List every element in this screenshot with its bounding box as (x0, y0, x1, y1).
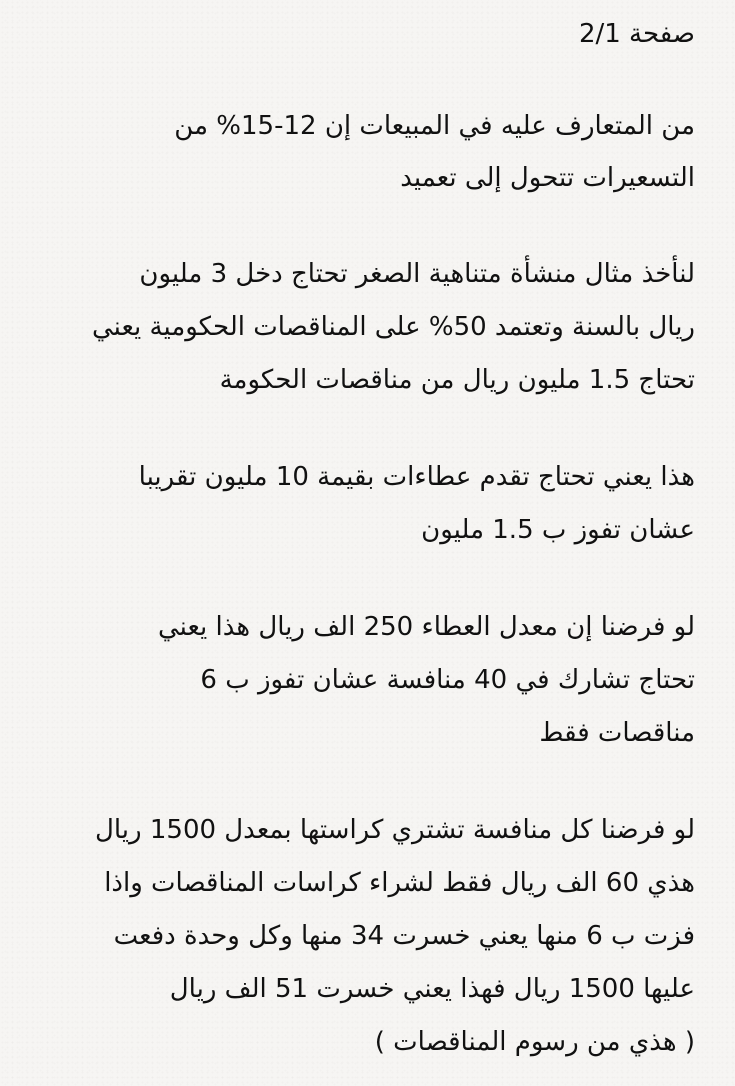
text-line: فزت ب 6 منها يعني خسرت 34 منها وكل وحدة دفعت (113, 921, 695, 951)
text-line: عليها 1500 ريال فهذا يعني خسرت 51 الف ريال (169, 974, 695, 1004)
text-line: تحتاج تشارك في 40 منافسة عشان تفوز ب 6 (200, 665, 695, 695)
text-line: عشان تفوز ب 1.5 مليون (421, 515, 695, 545)
text-line: التسعيرات تتحول إلى تعميد (400, 163, 695, 193)
text-line: لو فرضنا إن معدل العطاء 250 الف ريال هذا يعني (157, 612, 695, 642)
paragraph-bids-value (30, 451, 695, 557)
text-line: مناقصات فقط (539, 718, 695, 748)
text-line: لنأخذ مثال منشأة متناهية الصغر تحتاج دخل 3 مليون (139, 259, 695, 289)
text-line: هذي 60 الف ريال فقط لشراء كراسات المناقصات واذا (104, 868, 695, 898)
text-line: ريال بالسنة وتعتمد 50% على المناقصات الحكومية يعني (91, 312, 695, 342)
paragraph-example-establishment (30, 248, 695, 407)
text-line: من المتعارف عليه في المبيعات إن 12-15% من (174, 111, 695, 141)
text-line: لو فرضنا كل منافسة تشتري كراستها بمعدل 1500 ريال (94, 815, 695, 845)
paragraph-bid-average (30, 601, 695, 760)
paragraph-booklet-costs (30, 804, 695, 1069)
page-label: صفحة 2/1 (578, 19, 695, 49)
paragraph-conversion-rate (30, 100, 695, 204)
text-line: تحتاج 1.5 مليون ريال من مناقصات الحكومة (219, 365, 695, 395)
text-line: ( هذي من رسوم المناقصات ) (374, 1027, 695, 1057)
text-line: هذا يعني تحتاج تقدم عطاءات بقيمة 10 مليون تقريبا (138, 462, 695, 492)
